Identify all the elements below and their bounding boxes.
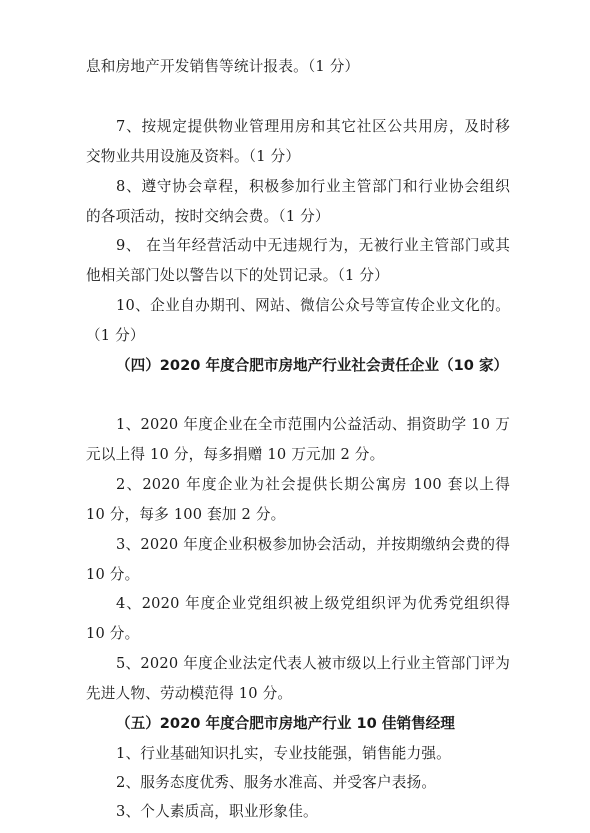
section-heading-4: （四）2020 年度合肥市房地产行业社会责任企业（10 家） — [116, 357, 509, 374]
paragraph-s5-item-2: 2、服务态度优秀、服务水准高、并受客户表扬。 — [116, 774, 437, 791]
paragraph-continuation: 息和房地产开发销售等统计报表。（1 分） — [86, 58, 360, 75]
paragraph-s4-item-1: 1、2020 年度企业在全市范围内公益活动、捐资助学 10 万元以上得 10 分，每多捐赠 10 万元加 2 分。 — [86, 416, 510, 463]
paragraph-s4-item-4: 4、2020 年度企业党组织被上级党组织评为优秀党组织得 10 分。 — [86, 595, 510, 642]
paragraph-s5-item-3: 3、个人素质高，职业形象佳。 — [116, 803, 318, 820]
paragraph-item-7: 7、按规定提供物业管理用房和其它社区公共用房，及时移交物业共用设施及资料。（1 分） — [86, 118, 510, 165]
section-heading-5: （五）2020 年度合肥市房地产行业 10 佳销售经理 — [116, 715, 455, 732]
paragraph-item-10: 10、企业自办期刊、网站、微信公众号等宣传企业文化的。（1 分） — [86, 297, 510, 344]
paragraph-s4-item-5: 5、2020 年度企业法定代表人被市级以上行业主管部门评为先进人物、劳动模范得 10 分。 — [86, 655, 510, 702]
paragraph-item-9: 9、 在当年经营活动中无违规行为，无被行业主管部门或其他相关部门处以警告以下的处罚记录。（1 分） — [86, 237, 510, 284]
paragraph-s5-item-1: 1、行业基础知识扎实，专业技能强，销售能力强。 — [116, 745, 451, 762]
paragraph-s4-item-2: 2、2020 年度企业为社会提供长期公寓房 100 套以上得 10 分，每多 100 套加 2 分。 — [86, 476, 510, 523]
paragraph-item-8: 8、遵守协会章程，积极参加行业主管部门和行业协会组织的各项活动，按时交纳会费。（1 分） — [86, 178, 510, 225]
paragraph-s4-item-3: 3、2020 年度企业积极参加协会活动，并按期缴纳会费的得 10 分。 — [86, 536, 510, 583]
